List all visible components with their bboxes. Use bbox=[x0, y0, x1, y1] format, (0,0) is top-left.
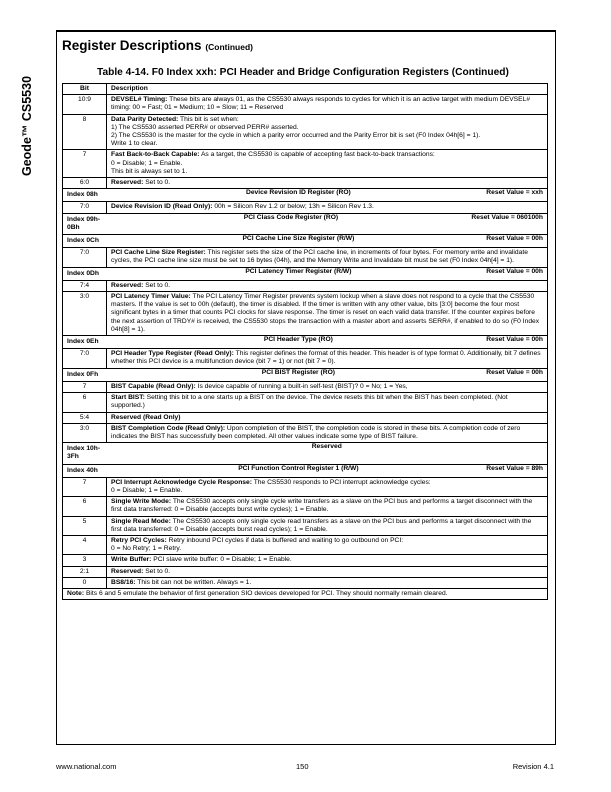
bit-description bbox=[107, 95, 548, 114]
table-row bbox=[63, 280, 548, 291]
table-row bbox=[63, 178, 548, 189]
heading-text: Register Descriptions bbox=[62, 38, 202, 53]
register-index: Index 0Fh bbox=[63, 368, 107, 381]
description-line bbox=[111, 151, 543, 159]
description-text: 0 = Disable; 1 = Enable. bbox=[111, 159, 183, 167]
bit-description bbox=[107, 292, 548, 336]
reset-value: Reset Value = 00h bbox=[486, 267, 543, 275]
footer-page-number: 150 bbox=[296, 762, 309, 771]
bit-description bbox=[107, 150, 548, 178]
field-name: PCI Header Type Register (Read Only): bbox=[111, 350, 234, 358]
description-line bbox=[111, 179, 543, 187]
register-title-grid bbox=[111, 443, 544, 451]
bit-description bbox=[107, 555, 548, 566]
footer-url: www.national.com bbox=[56, 762, 117, 771]
table-row bbox=[63, 555, 548, 566]
register-index: Index 08h bbox=[63, 189, 107, 202]
description-text: Write 1 to clear. bbox=[111, 140, 158, 148]
description-line bbox=[111, 124, 543, 132]
register-index: Index 0Dh bbox=[63, 267, 107, 280]
table-row bbox=[63, 577, 548, 588]
bit-description bbox=[107, 516, 548, 535]
bit-field: 2:1 bbox=[63, 566, 107, 577]
register-name: PCI Latency Timer Register (R/W) bbox=[245, 267, 352, 275]
page-heading bbox=[62, 38, 253, 53]
reset-value: Reset Value = 00h bbox=[486, 368, 543, 376]
register-title-cell bbox=[107, 189, 548, 202]
description-line bbox=[111, 282, 543, 290]
register-name: PCI Function Control Register 1 (R/W) bbox=[238, 464, 359, 472]
field-name: Fast Back-to-Back Capable: bbox=[111, 151, 200, 159]
table-row bbox=[63, 95, 548, 114]
description-text: Set to 0. bbox=[145, 281, 171, 289]
section-header-row bbox=[63, 464, 548, 477]
register-title-cell bbox=[107, 443, 548, 464]
register-title-cell bbox=[107, 368, 548, 381]
register-title-cell bbox=[107, 464, 548, 477]
register-title-cell bbox=[107, 336, 548, 349]
bit-field: 7:0 bbox=[63, 349, 107, 368]
bit-field: 3:0 bbox=[63, 423, 107, 442]
field-name: Start BIST: bbox=[111, 394, 145, 402]
bit-field: 7:0 bbox=[63, 202, 107, 213]
field-name: Retry PCI Cycles: bbox=[111, 536, 167, 544]
description-text: 2) The CS5530 is the master for the cycle in which a parity error occurred and the Parity Error bit is set (F0 Index 04h[6] = 1). bbox=[111, 132, 481, 140]
section-header-row bbox=[63, 443, 548, 464]
bit-field: 6 bbox=[63, 393, 107, 412]
bit-description bbox=[107, 423, 548, 442]
register-index: Index 40h bbox=[63, 464, 107, 477]
table-title: Table 4-14. F0 Index xxh: PCI Header and Bridge Configuration Registers (Continued) bbox=[97, 67, 509, 78]
description-text: 00h = Silicon Rev 1.2 or below; 13h = Silicon Rev 1.3. bbox=[214, 203, 374, 211]
section-header-row bbox=[63, 213, 548, 234]
reset-value: Reset Value = 00h bbox=[486, 336, 543, 344]
bit-field: 0 bbox=[63, 577, 107, 588]
description-text: PCI slave write buffer: 0 = Disable; 1 = Enable. bbox=[153, 556, 292, 564]
field-name: BS8/16: bbox=[111, 578, 136, 586]
field-name: Data Parity Detected: bbox=[111, 115, 179, 123]
bit-description bbox=[107, 477, 548, 496]
section-header-row bbox=[63, 336, 548, 349]
register-title-cell bbox=[107, 267, 548, 280]
register-title-cell bbox=[107, 213, 548, 234]
bit-field: 7:0 bbox=[63, 248, 107, 267]
description-text: This bit is set when: bbox=[180, 115, 239, 123]
bit-description bbox=[107, 393, 548, 412]
description-line bbox=[111, 487, 543, 495]
description-line bbox=[111, 479, 543, 487]
field-name: Write Buffer: bbox=[111, 556, 152, 564]
description-line bbox=[111, 556, 543, 564]
register-title-cell bbox=[107, 235, 548, 248]
section-header-row bbox=[63, 189, 548, 202]
description-text: Is device capable of running a built-in self-test (BIST)? 0 = No; 1 = Yes, bbox=[197, 382, 408, 390]
note-row bbox=[63, 588, 548, 599]
description-text: The CS5530 responds to PCI interrupt acknowledge cycles: bbox=[253, 478, 431, 486]
description-line bbox=[111, 203, 543, 211]
field-name: Single Write Mode: bbox=[111, 498, 172, 506]
description-text: This bit can not be written. Always = 1. bbox=[137, 578, 252, 586]
register-name: PCI Class Code Register (RO) bbox=[243, 213, 339, 221]
description-line bbox=[111, 383, 543, 391]
bit-field: 5:4 bbox=[63, 412, 107, 423]
description-line bbox=[111, 249, 543, 265]
register-name: PCI Cache Line Size Register (R/W) bbox=[242, 235, 355, 243]
field-name: PCI Cache Line Size Register: bbox=[111, 249, 206, 257]
description-text: The CS5530 accepts only single cycle write transfers as a slave on the PCI bus and performs a target disconnect with the first data transferred: 0 = Disable (accepts burst write cycles); 1 = Enable. bbox=[111, 498, 533, 514]
table-row bbox=[63, 412, 548, 423]
table-row bbox=[63, 349, 548, 368]
description-text: This register defines the format of this header. This header is of type format 0. Additionally, bit 7 defines whether this PCI device is a multifunction device (bit 7 = 1) or not (bit 7 = 0). bbox=[111, 350, 541, 366]
register-name: Device Revision ID Register (RO) bbox=[245, 189, 351, 197]
description-text: Retry inbound PCI cycles if data is buffered and waiting to go outbound on PCI: bbox=[168, 536, 404, 544]
note-label: Note: bbox=[67, 589, 85, 597]
description-text: The CS5530 accepts only single cycle read transfers as a slave on the PCI bus and performs a target disconnect with the first data transferred: 0 = Disable (accepts burst read cycles); 1 = Enable. bbox=[111, 517, 532, 533]
bit-description bbox=[107, 202, 548, 213]
description-line bbox=[111, 116, 543, 124]
description-line bbox=[111, 168, 543, 176]
bit-field: 6:0 bbox=[63, 178, 107, 189]
bit-description bbox=[107, 412, 548, 423]
field-name: DEVSEL# Timing: bbox=[111, 96, 168, 104]
table-row bbox=[63, 423, 548, 442]
description-line bbox=[111, 498, 543, 514]
table-row bbox=[63, 535, 548, 554]
bit-field: 8 bbox=[63, 114, 107, 150]
bit-field: 7:4 bbox=[63, 280, 107, 291]
bit-field: 7 bbox=[63, 150, 107, 178]
register-title-grid bbox=[111, 369, 544, 377]
description-line bbox=[111, 545, 543, 553]
field-name: PCI Interrupt Acknowledge Cycle Response: bbox=[111, 478, 252, 486]
table-row bbox=[63, 393, 548, 412]
field-name: Reserved (Read Only) bbox=[111, 413, 181, 421]
description-text: As a target, the CS5530 is capable of accepting fast back-to-back transactions: bbox=[200, 151, 435, 159]
table-row bbox=[63, 202, 548, 213]
description-text: 1) The CS5530 asserted PERR# or observed PERR# asserted. bbox=[111, 123, 299, 131]
description-text: 0 = Disable; 1 = Enable. bbox=[111, 486, 183, 494]
bit-description bbox=[107, 577, 548, 588]
description-text: Set to 0. bbox=[145, 567, 171, 575]
reset-value: Reset Value = 00h bbox=[486, 235, 543, 243]
bit-description bbox=[107, 248, 548, 267]
bit-description bbox=[107, 114, 548, 150]
description-line bbox=[111, 160, 543, 168]
description-text: These bits are always 01, as the CS5530 always responds to cycles for which it is an active target with medium DEVSEL# timing: 00 = Fast; 01 = Medium; 10 = Slow; 11 = Reserved bbox=[111, 96, 531, 112]
table-row bbox=[63, 292, 548, 336]
description-line bbox=[111, 350, 543, 366]
description-line bbox=[111, 537, 543, 545]
description-line bbox=[111, 579, 543, 587]
bit-field: 3:0 bbox=[63, 292, 107, 336]
register-name: Reserved bbox=[311, 443, 342, 451]
description-text: 0 = No Retry; 1 = Retry. bbox=[111, 545, 182, 553]
table-row bbox=[63, 150, 548, 178]
bit-description bbox=[107, 381, 548, 392]
section-header-row bbox=[63, 267, 548, 280]
bit-field: 3 bbox=[63, 555, 107, 566]
reset-value: Reset Value = xxh bbox=[486, 189, 543, 197]
table-header-row bbox=[63, 84, 548, 95]
table-row bbox=[63, 497, 548, 516]
bit-description bbox=[107, 280, 548, 291]
table-row bbox=[63, 248, 548, 267]
register-table bbox=[62, 83, 548, 600]
description-text: This bit is always set to 1. bbox=[111, 167, 188, 175]
table-row bbox=[63, 114, 548, 150]
side-title-text: Geode™ CS5530 bbox=[20, 75, 34, 176]
bit-field: 7 bbox=[63, 381, 107, 392]
bit-field: 7 bbox=[63, 477, 107, 496]
register-index: Index 09h-0Bh bbox=[63, 213, 107, 234]
bit-description bbox=[107, 349, 548, 368]
note-text: Bits 6 and 5 emulate the behavior of first generation SIO devices developed for PCI. They should normally remain cleared. bbox=[85, 589, 448, 597]
field-name: PCI Latency Timer Value: bbox=[111, 293, 191, 301]
register-index: Index 0Eh bbox=[63, 336, 107, 349]
description-line bbox=[111, 568, 543, 576]
register-title-grid bbox=[111, 336, 544, 344]
description-line bbox=[111, 140, 543, 148]
register-title-grid bbox=[111, 235, 544, 243]
bit-description bbox=[107, 497, 548, 516]
register-title-grid bbox=[111, 189, 544, 197]
register-title-grid bbox=[111, 214, 544, 222]
bit-description bbox=[107, 535, 548, 554]
description-line bbox=[111, 96, 543, 112]
description-text: Set to 0. bbox=[145, 179, 171, 187]
register-name: PCI Header Type (RO) bbox=[263, 336, 333, 344]
register-index: Index 10h-3Fh bbox=[63, 443, 107, 464]
footer-revision: Revision 4.1 bbox=[512, 762, 554, 771]
table-row bbox=[63, 516, 548, 535]
note-cell bbox=[63, 588, 548, 599]
bit-field: 4 bbox=[63, 535, 107, 554]
register-title-grid bbox=[111, 268, 544, 276]
register-index: Index 0Ch bbox=[63, 235, 107, 248]
field-name: Reserved: bbox=[111, 567, 144, 575]
description-line bbox=[111, 518, 543, 534]
bit-field: 6 bbox=[63, 497, 107, 516]
description-text: Setting this bit to a one starts up a BIST on the device. The device resets this bit when the BIST has been completed. (Not supported.) bbox=[111, 394, 508, 410]
field-name: Single Read Mode: bbox=[111, 517, 171, 525]
table-row bbox=[63, 477, 548, 496]
section-header-row bbox=[63, 235, 548, 248]
field-name: BIST Capable (Read Only): bbox=[111, 382, 196, 390]
description-text: The PCI Latency Timer Register prevents system lockup when a slave does not respond to a cycle that the CS5530 masters. If the value is set to 00h (default), the timer is disabled. If the timer is written with any other value, bits [3:0] become the four most significant bytes in a timer that counts PCI clocks for slave response. The timer is reset on each valid data transfer. If the counter expires before the next assertion of TRDY# is received, the CS5530 stops the transaction with a master abort and asserts SERR#, if enabled to do so (F0 Index 04h[8] = 1). bbox=[111, 293, 540, 333]
description-line bbox=[111, 132, 543, 140]
description-column-header: Description bbox=[107, 84, 548, 95]
field-name: BIST Completion Code (Read Only): bbox=[111, 424, 226, 432]
bit-description bbox=[107, 178, 548, 189]
description-text: This register sets the size of the PCI cache line, in increments of four bytes. For memory write and invalidate cycles, the PCI cache line size must be set to 16 bytes (04h), and the Memory Write and Invalidate bit must be set (F0 Index 04h[4] = 1). bbox=[111, 249, 528, 265]
reset-value: Reset Value = 89h bbox=[486, 464, 543, 472]
field-name: Device Revision ID (Read Only): bbox=[111, 203, 213, 211]
bit-column-header: Bit bbox=[63, 84, 107, 95]
section-header-row bbox=[63, 368, 548, 381]
register-title-grid bbox=[111, 465, 544, 473]
heading-suffix: (Continued) bbox=[205, 42, 253, 52]
register-name: PCI BIST Register (RO) bbox=[261, 368, 335, 376]
description-line bbox=[111, 293, 543, 334]
bit-field: 10:9 bbox=[63, 95, 107, 114]
field-name: Reserved: bbox=[111, 179, 144, 187]
bit-field: 5 bbox=[63, 516, 107, 535]
table-row bbox=[63, 381, 548, 392]
field-name: Reserved: bbox=[111, 281, 144, 289]
side-title bbox=[18, 36, 40, 206]
description-line bbox=[111, 394, 543, 410]
description-text: Upon completion of the BIST, the completion code is stored in these bits. A completion code of zero indicates the BIST has successfully been completed. All other values indicate some type of BIST failure. bbox=[111, 424, 521, 440]
description-line bbox=[111, 414, 543, 422]
bit-description bbox=[107, 566, 548, 577]
reset-value: Reset Value = 060100h bbox=[471, 213, 543, 221]
table-row bbox=[63, 566, 548, 577]
description-line bbox=[111, 425, 543, 441]
register-table-body bbox=[63, 84, 548, 600]
